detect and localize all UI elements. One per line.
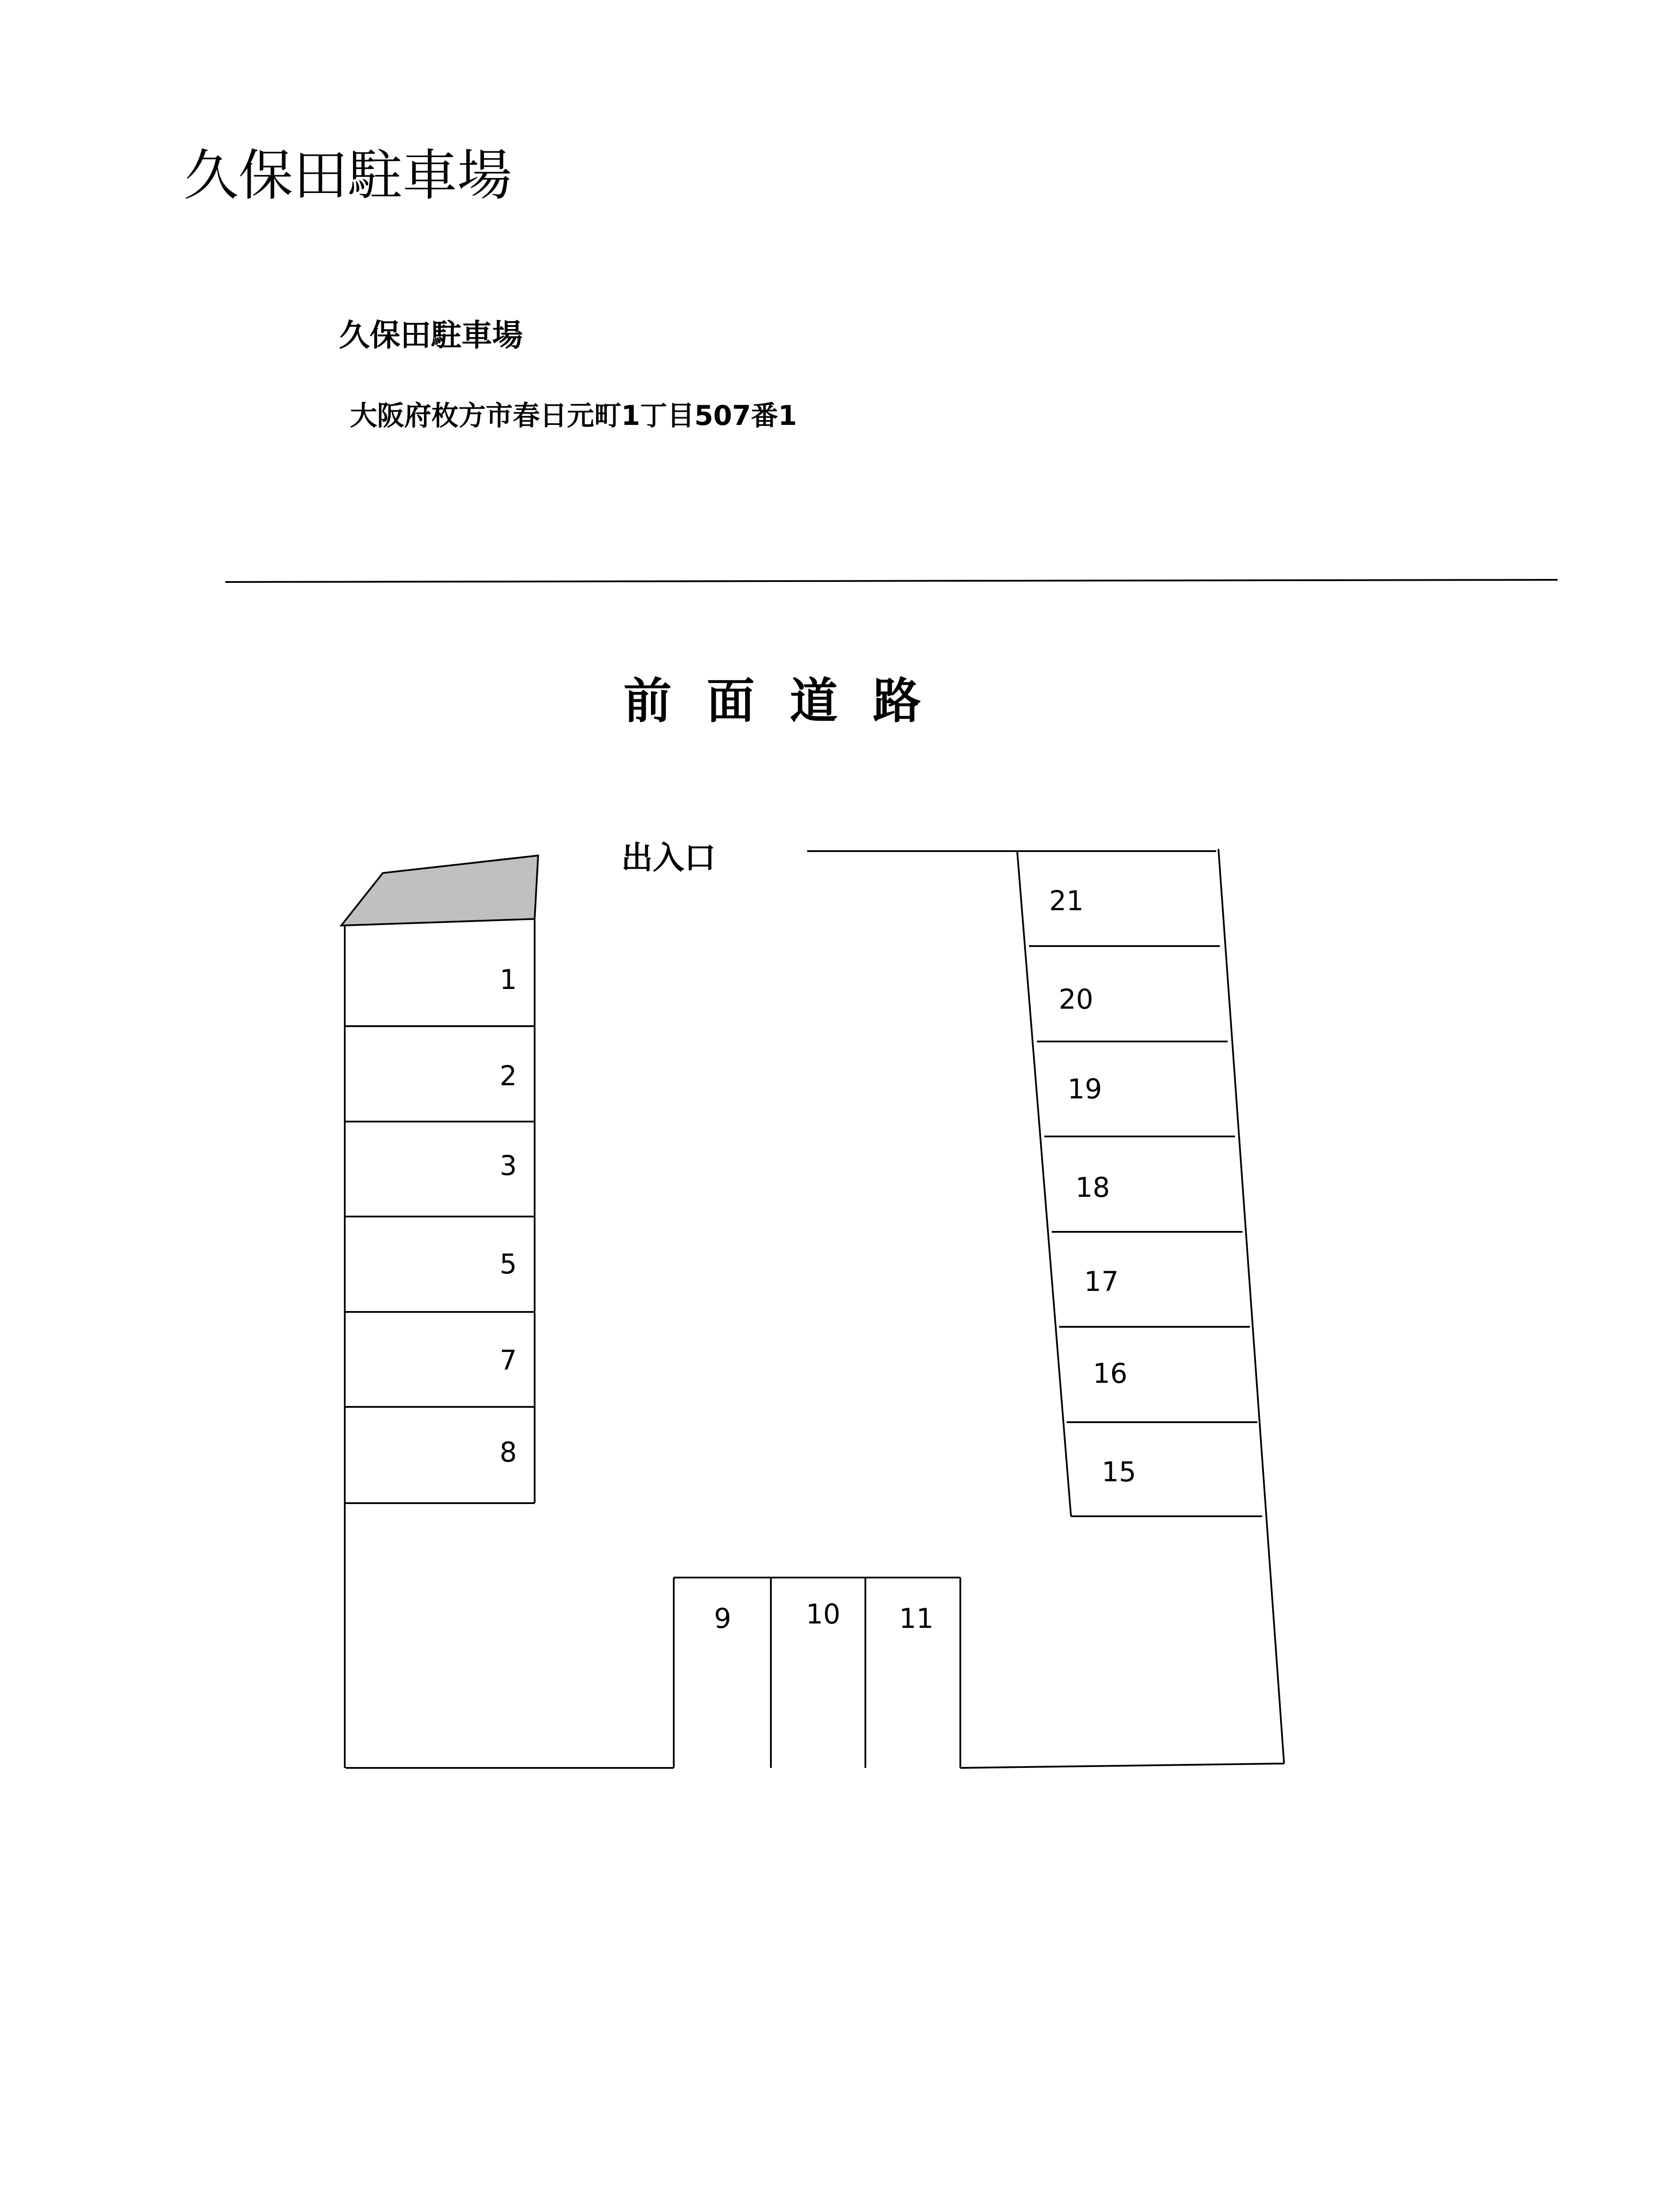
space-number: 2 [500, 1060, 517, 1092]
space-number: 10 [806, 1598, 840, 1630]
space-number: 15 [1102, 1456, 1136, 1488]
parking-name: 久保田駐車場 [339, 317, 523, 353]
space-number: 21 [1049, 885, 1084, 917]
space-number: 16 [1093, 1357, 1127, 1389]
space-number: 11 [899, 1602, 934, 1634]
space-number: 7 [500, 1344, 517, 1376]
entrance-label: 出入口 [621, 839, 716, 876]
shaded-structure [341, 856, 538, 926]
space-number: 20 [1059, 983, 1093, 1015]
space-number: 18 [1075, 1171, 1110, 1203]
left-space-column [345, 919, 535, 1503]
space-number: 19 [1068, 1073, 1102, 1105]
space-number: 9 [714, 1602, 732, 1634]
space-number: 17 [1084, 1266, 1119, 1297]
road-label: 前面道路 [623, 673, 956, 729]
space-number: 3 [500, 1150, 517, 1182]
space-number: 5 [500, 1248, 517, 1280]
parking-address: 大阪府枚方市春日元町1丁目507番1 [350, 400, 797, 431]
road-boundary-line [225, 580, 1558, 582]
lot-outline [345, 849, 1284, 1768]
space-number: 1 [500, 964, 517, 996]
space-number: 8 [500, 1436, 517, 1468]
page-title: 久保田駐車場 [184, 144, 512, 207]
